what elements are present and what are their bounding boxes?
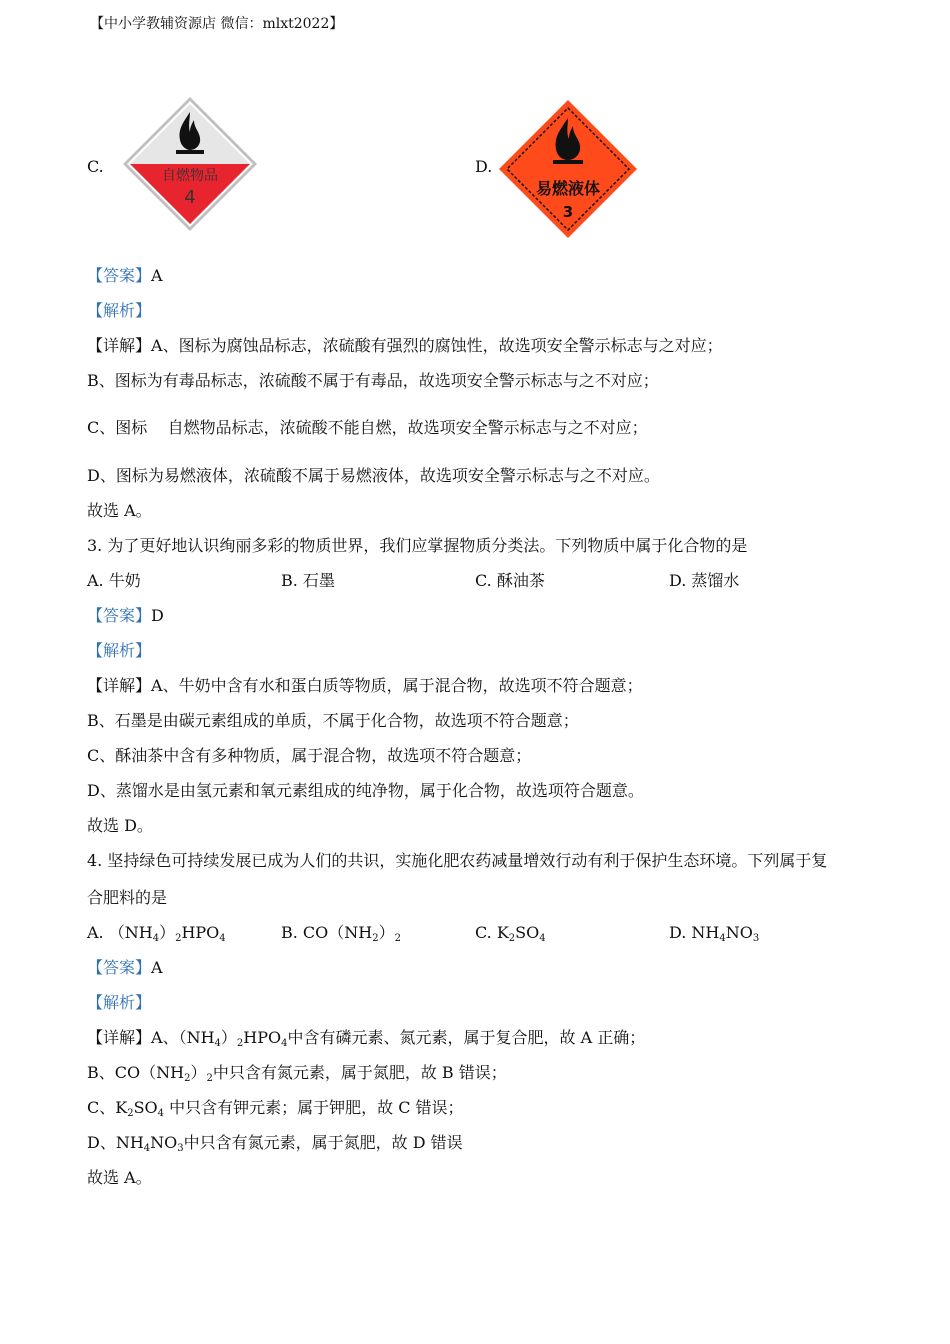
q4-option-a: A. $(NH_4)_2HPO_4$ — [87, 923, 226, 944]
q3-detail-b: B、石墨是由碳元素组成的单质，不属于化合物，故选项不符合题意； — [87, 711, 579, 730]
q4-conclusion: 故选 A。 — [87, 1168, 152, 1187]
spontaneously-combustible-sign — [120, 94, 260, 234]
q2-conclusion: 故选 A。 — [87, 501, 152, 520]
q3-option-a: A. 牛奶 — [87, 571, 141, 590]
q4-detail-d: D、$NH_4NO_3$中只含有氮元素，属于氮肥，故 D 错误 — [87, 1133, 463, 1154]
option-c-label: C. — [87, 157, 104, 176]
sign-d-number: 3 — [562, 203, 574, 221]
flammable-liquid-sign — [497, 98, 639, 240]
q4-stem-line-2: 合肥料的是 — [87, 888, 168, 907]
q3-answer: 【答案】D — [87, 606, 164, 625]
q4-detail-c: C、$K_2SO_4$ 中只含有钾元素；属于钾肥，故 C 错误； — [87, 1098, 464, 1119]
q4-answer: 【答案】A — [87, 958, 163, 977]
q2-detail-d: D、图标为易燃液体，浓硫酸不属于易燃液体，故选项安全警示标志与之不对应。 — [87, 466, 660, 485]
q2-analysis-tag: 【解析】 — [87, 301, 152, 320]
q3-stem: 3. 为了更好地认识绚丽多彩的物质世界，我们应掌握物质分类法。下列物质中属于化合物的是 — [87, 536, 748, 555]
option-d-label: D. — [475, 157, 493, 176]
q3-detail-c: C、酥油茶中含有多种物质，属于混合物，故选项不符合题意； — [87, 746, 532, 765]
hazard-diamond-c — [120, 94, 260, 234]
sign-d-text: 易燃液体 — [535, 179, 600, 198]
q3-conclusion: 故选 D。 — [87, 816, 153, 835]
q3-option-d: D. 蒸馏水 — [669, 571, 740, 590]
q4-option-c: C. $K_2SO_4$ — [475, 923, 546, 944]
sign-c-number: 4 — [184, 187, 196, 208]
q3-option-c: C. 酥油茶 — [475, 571, 545, 590]
q3-option-b: B. 石墨 — [281, 571, 335, 590]
q4-analysis-tag: 【解析】 — [87, 993, 152, 1012]
q4-stem-line-1: 4. 坚持绿色可持续发展已成为人们的共识，实施化肥农药减量增效行动有利于保护生态环境。下列属于复 — [87, 851, 828, 870]
sign-c-text: 自燃物品 — [162, 168, 218, 184]
q4-detail-a: 【详解】A、$(NH_4)_2HPO_4$中含有磷元素、氮元素，属于复合肥，故 A 正确； — [87, 1028, 646, 1049]
q2-detail-a: 【详解】A、图标为腐蚀品标志，浓硫酸有强烈的腐蚀性，故选项安全警示标志与之对应； — [87, 336, 723, 355]
q3-detail-a: 【详解】A、牛奶中含有水和蛋白质等物质，属于混合物，故选项不符合题意； — [87, 676, 643, 695]
q4-detail-b: B、$CO(NH_2)_2$中只含有氮元素，属于氮肥，故 B 错误； — [87, 1063, 507, 1084]
q3-analysis-tag: 【解析】 — [87, 641, 152, 660]
q2-detail-c: C、图标 自燃物品标志，浓硫酸不能自燃，故选项安全警示标志与之不对应； — [87, 418, 648, 437]
q2-answer: 【答案】A — [87, 266, 163, 285]
q4-option-d: D. $NH_4NO_3$ — [669, 923, 760, 944]
page-header: 【中小学教辅资源店 微信：mlxt2022】 — [90, 16, 344, 32]
q3-detail-d: D、蒸馏水是由氢元素和氧元素组成的纯净物，属于化合物，故选项符合题意。 — [87, 781, 644, 800]
q4-option-b: B. $CO(NH_2)_2$ — [281, 923, 402, 944]
q2-detail-b: B、图标为有毒品标志，浓硫酸不属于有毒品，故选项安全警示标志与之不对应； — [87, 371, 659, 390]
